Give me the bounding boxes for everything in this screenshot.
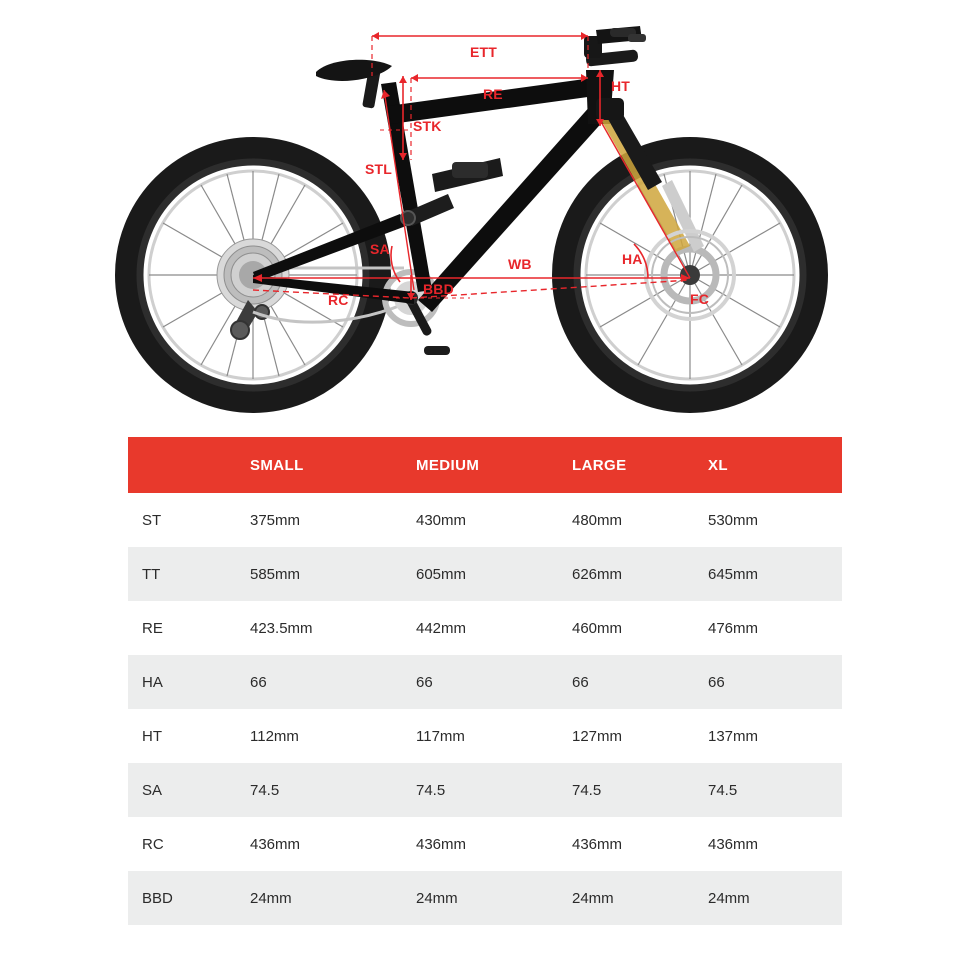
- cell-ht-large: 127mm: [558, 709, 694, 763]
- table-row: [128, 655, 842, 709]
- row-label-ht: HT: [128, 709, 236, 763]
- cell-st-large: 480mm: [558, 493, 694, 547]
- cell-bbd-medium: 24mm: [402, 871, 558, 925]
- cell-st-small: 375mm: [236, 493, 402, 547]
- cell-ha-large: 66: [558, 655, 694, 709]
- table-body: [128, 493, 842, 925]
- table-row: [128, 493, 842, 547]
- bicycle-illustration: [0, 0, 960, 425]
- column-header-measure: [128, 437, 236, 493]
- row-label-sa: SA: [128, 763, 236, 817]
- cell-rc-small: 436mm: [236, 817, 402, 871]
- cell-re-large: 460mm: [558, 601, 694, 655]
- column-header-xl: XL: [694, 437, 842, 493]
- cell-rc-large: 436mm: [558, 817, 694, 871]
- label-fc: FC: [690, 291, 710, 307]
- row-label-rc: RC: [128, 817, 236, 871]
- label-bbd: BBD: [423, 281, 454, 297]
- table-row: [128, 601, 842, 655]
- cell-ht-small: 112mm: [236, 709, 402, 763]
- row-label-bbd: BBD: [128, 871, 236, 925]
- cell-ht-xl: 137mm: [694, 709, 842, 763]
- cell-tt-small: 585mm: [236, 547, 402, 601]
- geometry-spec-table: [128, 437, 842, 925]
- geometry-spec-table-wrapper: [128, 437, 842, 925]
- cell-tt-medium: 605mm: [402, 547, 558, 601]
- cell-ha-xl: 66: [694, 655, 842, 709]
- bike-geometry-diagram: [0, 0, 960, 425]
- handlebar: [584, 26, 646, 67]
- table-row: [128, 871, 842, 925]
- cell-sa-xl: 74.5: [694, 763, 842, 817]
- row-label-ha: HA: [128, 655, 236, 709]
- cell-rc-medium: 436mm: [402, 817, 558, 871]
- label-stk: STK: [413, 118, 442, 134]
- cell-rc-xl: 436mm: [694, 817, 842, 871]
- label-ett: ETT: [470, 44, 498, 60]
- cell-ha-medium: 66: [402, 655, 558, 709]
- table-row: [128, 763, 842, 817]
- label-stl: STL: [365, 161, 393, 177]
- table-row: [128, 547, 842, 601]
- table-row: [128, 709, 842, 763]
- column-header-medium: MEDIUM: [402, 437, 558, 493]
- cell-sa-small: 74.5: [236, 763, 402, 817]
- row-label-st: ST: [128, 493, 236, 547]
- cell-st-medium: 430mm: [402, 493, 558, 547]
- table-header: [128, 437, 842, 493]
- cell-bbd-large: 24mm: [558, 871, 694, 925]
- cell-re-medium: 442mm: [402, 601, 558, 655]
- label-re: RE: [483, 86, 503, 102]
- row-label-tt: TT: [128, 547, 236, 601]
- column-header-small: SMALL: [236, 437, 402, 493]
- cell-ha-small: 66: [236, 655, 402, 709]
- label-ha: HA: [622, 251, 643, 267]
- cell-tt-large: 626mm: [558, 547, 694, 601]
- table-header-row: [128, 437, 842, 493]
- cell-bbd-small: 24mm: [236, 871, 402, 925]
- cell-tt-xl: 645mm: [694, 547, 842, 601]
- cell-re-small: 423.5mm: [236, 601, 402, 655]
- label-rc: RC: [328, 292, 349, 308]
- cell-sa-large: 74.5: [558, 763, 694, 817]
- cell-bbd-xl: 24mm: [694, 871, 842, 925]
- column-header-large: LARGE: [558, 437, 694, 493]
- cell-sa-medium: 74.5: [402, 763, 558, 817]
- label-ht: HT: [611, 78, 631, 94]
- cell-re-xl: 476mm: [694, 601, 842, 655]
- label-sa: SA: [370, 241, 390, 257]
- front-wheel: [563, 148, 817, 402]
- table-row: [128, 817, 842, 871]
- row-label-re: RE: [128, 601, 236, 655]
- cell-st-xl: 530mm: [694, 493, 842, 547]
- cell-ht-medium: 117mm: [402, 709, 558, 763]
- label-wb: WB: [508, 256, 532, 272]
